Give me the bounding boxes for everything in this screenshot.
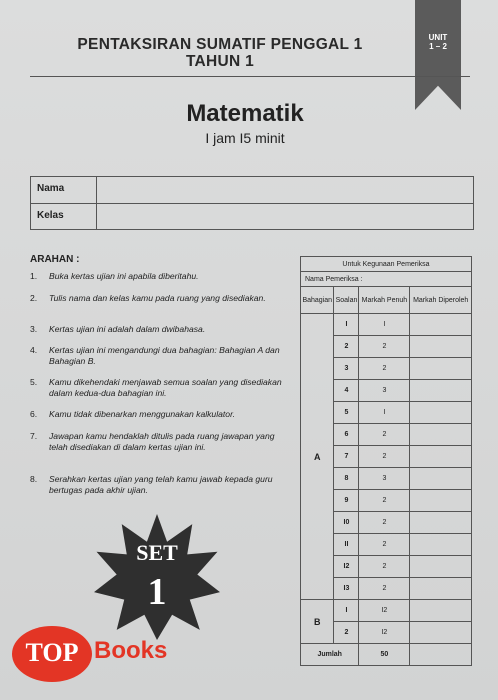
set-number: 1: [147, 571, 167, 613]
instruction-text: Kamu tidak dibenarkan menggunakan kalkulator.: [49, 409, 235, 419]
section-a-label: A: [301, 314, 334, 600]
publisher-logo-top: TOP: [25, 638, 79, 667]
total-obtained-cell[interactable]: [410, 644, 472, 666]
section-b-label: B: [301, 600, 334, 644]
full-mark-cell: 2: [359, 556, 410, 578]
instruction-text: Kamu dikehendaki menjawab semua soalan yang disediakan dalam kedua-dua bahagian ini.: [49, 377, 282, 398]
obtained-mark-cell[interactable]: [410, 424, 472, 446]
obtained-mark-cell[interactable]: [410, 534, 472, 556]
instruction-number: 5.: [30, 377, 38, 387]
instruction-text: Tulis nama dan kelas kamu pada ruang yang disediakan.: [49, 293, 266, 303]
header-marks-obtained: Markah Diperoleh: [410, 287, 472, 314]
obtained-mark-cell[interactable]: [410, 358, 472, 380]
instruction-text: Buka kertas ujian ini apabila diberitahu.: [49, 271, 199, 281]
instruction-text: Kertas ujian ini mengandungi dua bahagian: Bahagian A dan Bahagian B.: [49, 345, 280, 366]
class-row[interactable]: [31, 203, 473, 230]
full-mark-cell: 2: [359, 424, 410, 446]
question-cell: 7: [334, 446, 359, 468]
instruction-item: [30, 377, 288, 399]
exam-title-line2: TAHUN 1: [185, 53, 255, 70]
instruction-item: [30, 431, 288, 464]
instruction-number: 1.: [30, 271, 38, 281]
question-cell: 6: [334, 424, 359, 446]
instruction-item: [30, 324, 288, 335]
full-mark-cell: I: [359, 314, 410, 336]
full-mark-cell: I2: [359, 622, 410, 644]
instruction-item: [30, 474, 288, 496]
set-label: SET: [136, 540, 178, 565]
full-mark-cell: 2: [359, 336, 410, 358]
instruction-number: 4.: [30, 345, 38, 355]
obtained-mark-cell[interactable]: [410, 380, 472, 402]
name-row[interactable]: [31, 177, 473, 203]
instruction-text: Serahkan kertas ujian yang telah kamu jawab kepada guru bertugas pada akhir ujian.: [49, 474, 273, 495]
examiner-table: [300, 256, 472, 666]
question-cell: 2: [334, 622, 359, 644]
instruction-item: [30, 345, 288, 367]
obtained-mark-cell[interactable]: [410, 314, 472, 336]
obtained-mark-cell[interactable]: [410, 600, 472, 622]
instruction-number: 3.: [30, 324, 38, 334]
instruction-number: 6.: [30, 409, 38, 419]
instructions-title: ARAHAN :: [30, 254, 80, 265]
obtained-mark-cell[interactable]: [410, 556, 472, 578]
exam-title-line1: PENTAKSIRAN SUMATIF PENGGAL 1: [77, 36, 363, 53]
instruction-number: 2.: [30, 293, 38, 303]
obtained-mark-cell[interactable]: [410, 622, 472, 644]
total-value: 50: [359, 644, 410, 666]
obtained-mark-cell[interactable]: [410, 336, 472, 358]
class-label: Kelas: [37, 210, 64, 221]
full-mark-cell: 2: [359, 534, 410, 556]
question-cell: 9: [334, 490, 359, 512]
obtained-mark-cell[interactable]: [410, 402, 472, 424]
full-mark-cell: 2: [359, 578, 410, 600]
question-cell: I: [334, 314, 359, 336]
header-full-marks: Markah Penuh: [359, 287, 410, 314]
obtained-mark-cell[interactable]: [410, 446, 472, 468]
question-cell: I: [334, 600, 359, 622]
question-cell: 5: [334, 402, 359, 424]
duration-text: I jam I5 minit: [205, 130, 285, 146]
full-mark-cell: 2: [359, 512, 410, 534]
header-question: Soalan: [334, 287, 359, 314]
question-cell: II: [334, 534, 359, 556]
exam-title: [30, 36, 410, 70]
student-identity-box: [30, 176, 474, 230]
total-label: Jumlah: [301, 644, 359, 666]
instruction-item: [30, 409, 288, 420]
question-cell: 8: [334, 468, 359, 490]
header-divider: [30, 76, 470, 77]
instruction-text: Kertas ujian ini adalah dalam dwibahasa.: [49, 324, 206, 334]
instruction-item: [30, 271, 288, 282]
question-cell: 3: [334, 358, 359, 380]
header-section: Bahagian: [301, 287, 334, 314]
full-mark-cell: I2: [359, 600, 410, 622]
unit-range: 1 – 2: [429, 42, 447, 51]
subject-title: Matematik: [186, 100, 304, 127]
full-mark-cell: I: [359, 402, 410, 424]
obtained-mark-cell[interactable]: [410, 512, 472, 534]
publisher-logo-books: Books: [94, 637, 168, 664]
question-cell: I2: [334, 556, 359, 578]
obtained-mark-cell[interactable]: [410, 578, 472, 600]
instruction-item: [30, 293, 288, 315]
full-mark-cell: 2: [359, 446, 410, 468]
instruction-text: Jawapan kamu hendaklah ditulis pada ruang jawapan yang telah disediakan di dalam kertas ujian ini.: [49, 431, 275, 452]
instruction-number: 8.: [30, 474, 38, 484]
full-mark-cell: 3: [359, 468, 410, 490]
name-label: Nama: [37, 183, 65, 194]
full-mark-cell: 2: [359, 358, 410, 380]
question-cell: I3: [334, 578, 359, 600]
unit-ribbon: [415, 0, 461, 110]
question-cell: 4: [334, 380, 359, 402]
full-mark-cell: 3: [359, 380, 410, 402]
obtained-mark-cell[interactable]: [410, 468, 472, 490]
question-cell: I0: [334, 512, 359, 534]
question-cell: 2: [334, 336, 359, 358]
instruction-number: 7.: [30, 431, 38, 441]
examiner-name-row[interactable]: Nama Pemeriksa :: [301, 272, 472, 287]
unit-label: UNIT: [428, 33, 448, 42]
examiner-table-title: Untuk Kegunaan Pemeriksa: [301, 257, 472, 272]
obtained-mark-cell[interactable]: [410, 490, 472, 512]
full-mark-cell: 2: [359, 490, 410, 512]
unit-badge: [415, 33, 461, 51]
